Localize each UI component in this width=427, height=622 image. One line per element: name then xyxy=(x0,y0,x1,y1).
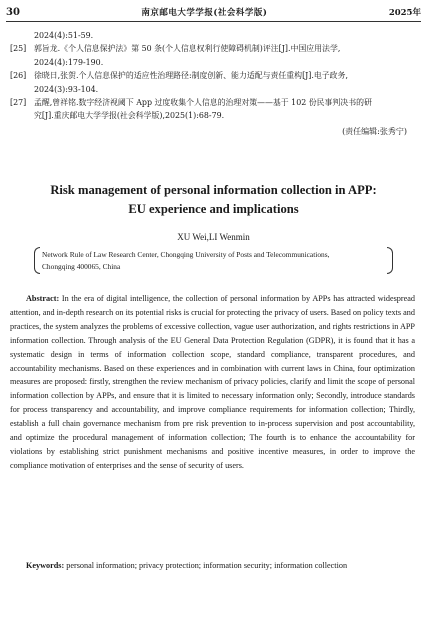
title-line-2: EU experience and implications xyxy=(128,202,299,216)
affiliation-line-2: Chongqing 400065, China xyxy=(42,261,121,271)
reference-item xyxy=(10,42,413,55)
affiliation xyxy=(34,247,393,274)
affiliation-line-1: Network Rule of Law Research Center, Chongqing University of Posts and Telecommunications, xyxy=(42,250,330,259)
reference-number: [26] xyxy=(10,71,27,81)
reference-text: 2024(4):51-59. xyxy=(34,31,94,40)
reference-text: 郭旨龙.《个人信息保护法》第 50 条(个人信息权利行使障碍机制)评注[J].中国应用法学, xyxy=(34,44,341,54)
reference-number xyxy=(10,29,34,42)
reference-continuation: 2024(3):93-104. xyxy=(34,84,99,94)
reference-continuation: 究[J].重庆邮电大学学报(社会科学版),2025(1):68-79. xyxy=(34,111,225,121)
title-line-1: Risk management of personal information collection in APP: xyxy=(50,183,377,197)
reference-text: 徐晓日,张贺.个人信息保护的适应性治理路径:制度创新、能力适配与责任重构[J].电子政务, xyxy=(34,71,348,81)
editor-note: (责任编辑:张秀宁) xyxy=(342,126,407,136)
reference-item xyxy=(10,29,413,42)
abstract-text: In the era of digital intelligence, the collection of personal information by APPs has attracted widespread attention, and in-depth research on its potential risks is crucial for protecting the privacy of users. Based on policy texts and practices, the system analyzes the problems of excessive collection, vague user authorization, and rights restrictions in APP information collection. Through analysis of the EU General Data Protection Regulation (GDPR), it is found that it has a systematic design in terms of information collection scope, standard compliance, transparent procedures, and accountability mechanisms. Based on these experiences and in combination with current laws in China, four optimization measures are proposed: firstly, strengthen the review mechanism of privacy policies, clarify and limit the scope of personal information collection by APPs, and ensure that it is limited to necessary information only; Secondly, introduce standards for process transparency and accountability, and improve compliance requirements for information collection; Thirdly, establish a full chain governance mechanism from pre risk prevention to in-process supervision and post accountability, and optimize the procedural management of information collection; The fourth is to enhance the accountability for violations by establishing strict punishment mechanisms and positive incentive measures, in order to improve the compliance motivation of enterprises and the sense of security of users. xyxy=(10,294,415,470)
reference-list xyxy=(10,29,413,138)
reference-text: 孟醒,曾祥铭.数字经济视阈下 App 过度收集个人信息的治理对策——基于 102 份民事判决书的研 xyxy=(34,98,372,108)
reference-item xyxy=(10,96,413,109)
reference-continuation: 2024(4):179-190. xyxy=(34,57,104,67)
reference-number: [27] xyxy=(10,98,27,108)
journal-name: 南京邮电大学学报(社会科学版) xyxy=(141,8,268,18)
page-number: 30 xyxy=(6,6,20,18)
abstract-label: Abstract: xyxy=(26,294,60,303)
authors: XU Wei,LI Wenmin xyxy=(177,232,250,242)
reference-number: [25] xyxy=(10,44,27,54)
keywords-label: Keywords: xyxy=(26,561,65,570)
reference-item xyxy=(10,69,413,82)
keywords-text: personal information; privacy protection; information security; information collection xyxy=(66,561,348,570)
journal-year: 2025年 xyxy=(388,8,421,18)
keywords xyxy=(10,559,415,573)
header-rule xyxy=(6,21,421,22)
english-title xyxy=(0,181,427,219)
abstract xyxy=(10,292,415,473)
running-header xyxy=(6,4,421,20)
